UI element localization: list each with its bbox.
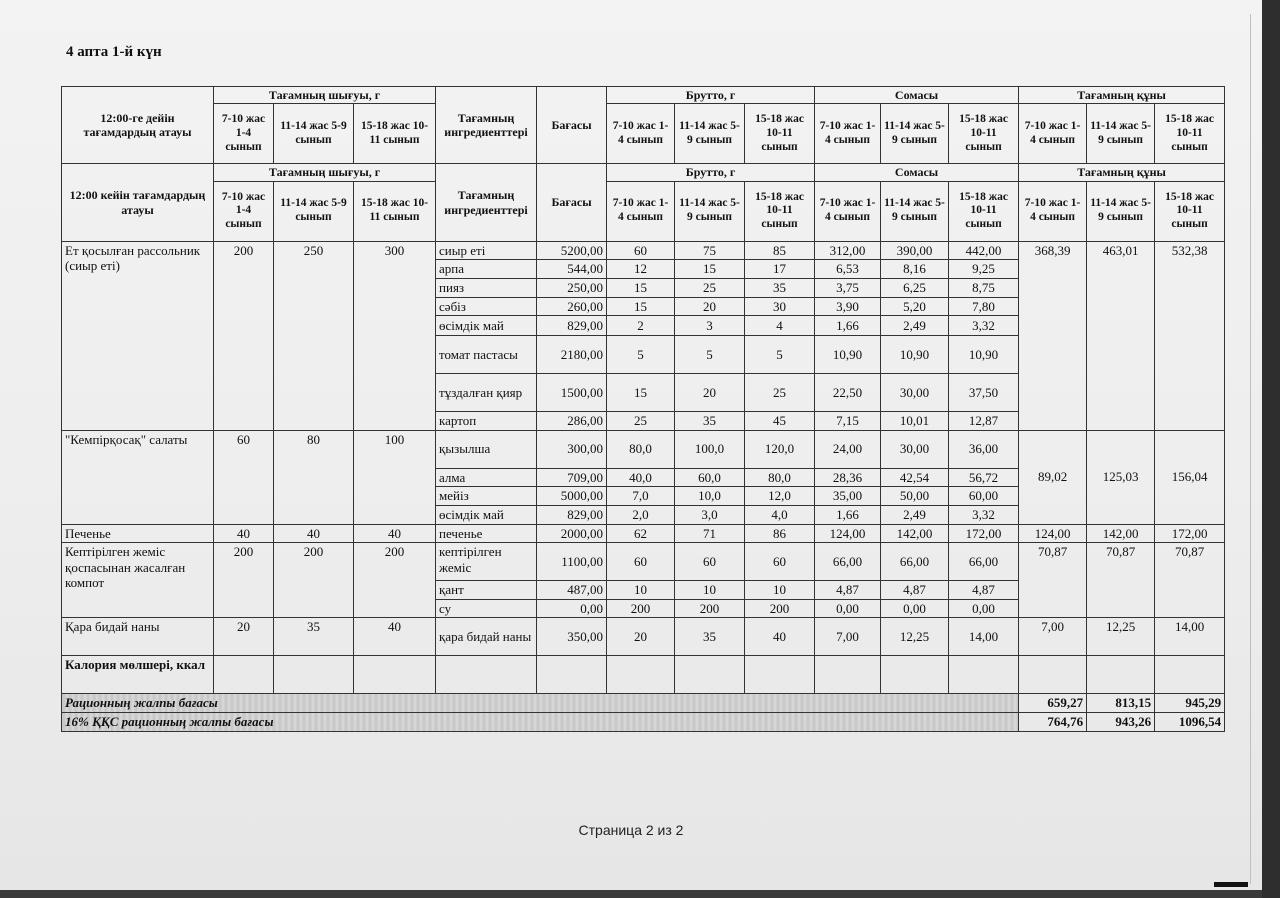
- sum-value: 442,00: [949, 241, 1019, 260]
- age-header: 11-14 жас 5-9 сынып: [274, 104, 354, 164]
- brutto-value: 40,0: [607, 468, 675, 487]
- total-label: Рационның жалпы бағасы: [62, 694, 1019, 713]
- empty-cell: [1155, 656, 1225, 694]
- sum-value: 56,72: [949, 468, 1019, 487]
- sum-value: 3,75: [815, 278, 881, 297]
- empty-cell: [274, 656, 354, 694]
- age-header: 15-18 жас 10-11 сынып: [354, 104, 436, 164]
- age-header: 15-18 жас 10-11 сынып: [354, 181, 436, 241]
- dish-cost: 7,00: [1019, 618, 1087, 656]
- brutto-value: 60: [745, 543, 815, 581]
- brutto-value: 86: [745, 524, 815, 543]
- header-dish-before: 12:00-ге дейін тағамдардың атауы: [62, 87, 214, 164]
- brutto-value: 71: [675, 524, 745, 543]
- total-value: 945,29: [1155, 694, 1225, 713]
- brutto-value: 3: [675, 316, 745, 336]
- empty-cell: [1019, 656, 1087, 694]
- header-sum: Сомасы: [815, 164, 1019, 181]
- dish-cost: 156,04: [1155, 430, 1225, 524]
- ingredient-price: 829,00: [537, 505, 607, 524]
- sum-value: 10,90: [949, 336, 1019, 374]
- total-value: 764,76: [1019, 712, 1087, 731]
- sum-value: 14,00: [949, 618, 1019, 656]
- dish-output: 40: [354, 618, 436, 656]
- menu-table-body: [62, 87, 1225, 732]
- sum-value: 8,75: [949, 278, 1019, 297]
- header-price: Бағасы: [537, 87, 607, 164]
- dish-output: 300: [354, 241, 436, 430]
- empty-cell: [537, 656, 607, 694]
- age-header: 11-14 жас 5-9 сынып: [1087, 104, 1155, 164]
- brutto-value: 25: [675, 278, 745, 297]
- header-dish-price: Тағамның құны: [1019, 87, 1225, 104]
- ingredient-name: су: [436, 599, 537, 618]
- table-row: [62, 618, 1225, 656]
- age-header: 11-14 жас 5-9 сынып: [675, 104, 745, 164]
- table-row: [62, 241, 1225, 260]
- total-label: 16% ҚҚС рационның жалпы бағасы: [62, 712, 1019, 731]
- brutto-value: 60: [607, 543, 675, 581]
- header-sum: Сомасы: [815, 87, 1019, 104]
- dish-output: 100: [354, 430, 436, 524]
- sum-value: 124,00: [815, 524, 881, 543]
- brutto-value: 40: [745, 618, 815, 656]
- sum-value: 50,00: [881, 487, 949, 506]
- calorie-label: Калория мөлшері, ккал: [62, 656, 214, 694]
- sum-value: 3,90: [815, 297, 881, 316]
- header-dish-price: Тағамның құны: [1019, 164, 1225, 181]
- brutto-value: 80,0: [607, 430, 675, 468]
- dish-name: Ет қосылған рассольник (сиыр еті): [62, 241, 214, 430]
- brutto-value: 15: [607, 297, 675, 316]
- ingredient-price: 5000,00: [537, 487, 607, 506]
- brutto-value: 5: [675, 336, 745, 374]
- dish-output: 40: [354, 524, 436, 543]
- age-header: 7-10 жас 1-4 сынып: [214, 181, 274, 241]
- empty-cell: [675, 656, 745, 694]
- sum-value: 37,50: [949, 374, 1019, 412]
- brutto-value: 200: [675, 599, 745, 618]
- brutto-value: 25: [745, 374, 815, 412]
- brutto-value: 10: [607, 581, 675, 600]
- brutto-value: 85: [745, 241, 815, 260]
- sum-value: 7,15: [815, 412, 881, 431]
- ingredient-price: 487,00: [537, 581, 607, 600]
- empty-cell: [815, 656, 881, 694]
- sum-value: 66,00: [815, 543, 881, 581]
- sum-value: 2,49: [881, 316, 949, 336]
- sum-value: 10,90: [881, 336, 949, 374]
- sum-value: 7,80: [949, 297, 1019, 316]
- total-value: 943,26: [1087, 712, 1155, 731]
- age-header: 7-10 жас 1-4 сынып: [815, 104, 881, 164]
- dish-output: 200: [274, 543, 354, 618]
- ingredient-name: қара бидай наны: [436, 618, 537, 656]
- ingredient-price: 350,00: [537, 618, 607, 656]
- header-brutto: Брутто, г: [607, 87, 815, 104]
- dish-cost: 70,87: [1155, 543, 1225, 618]
- ingredient-price: 260,00: [537, 297, 607, 316]
- sum-value: 172,00: [949, 524, 1019, 543]
- brutto-value: 5: [745, 336, 815, 374]
- dish-output: 20: [214, 618, 274, 656]
- ingredient-price: 5200,00: [537, 241, 607, 260]
- header-row-4: [62, 181, 1225, 241]
- total-row: [62, 694, 1225, 713]
- age-header: 11-14 жас 5-9 сынып: [881, 181, 949, 241]
- ingredient-name: картоп: [436, 412, 537, 431]
- page-title: 4 апта 1-й күн: [66, 44, 162, 60]
- header-output: Тағамның шығуы, г: [214, 87, 436, 104]
- ingredient-price: 2180,00: [537, 336, 607, 374]
- table-row: [62, 430, 1225, 468]
- dish-cost: 532,38: [1155, 241, 1225, 430]
- age-header: 15-18 жас 10-11 сынып: [949, 104, 1019, 164]
- empty-cell: [745, 656, 815, 694]
- age-header: 15-18 жас 10-11 сынып: [1155, 104, 1225, 164]
- age-header: 7-10 жас 1-4 сынып: [1019, 104, 1087, 164]
- ingredient-price: 250,00: [537, 278, 607, 297]
- dish-cost: 125,03: [1087, 430, 1155, 524]
- sum-value: 66,00: [949, 543, 1019, 581]
- brutto-value: 25: [607, 412, 675, 431]
- dish-cost: 368,39: [1019, 241, 1087, 430]
- ingredient-name: алма: [436, 468, 537, 487]
- sum-value: 36,00: [949, 430, 1019, 468]
- sum-value: 2,49: [881, 505, 949, 524]
- sum-value: 0,00: [949, 599, 1019, 618]
- page-footer: Страница 2 из 2: [578, 822, 684, 838]
- table-row: [62, 543, 1225, 581]
- ingredient-price: 0,00: [537, 599, 607, 618]
- ingredient-name: қызылша: [436, 430, 537, 468]
- dish-cost: 12,25: [1087, 618, 1155, 656]
- dish-name: Печенье: [62, 524, 214, 543]
- total-value: 813,15: [1087, 694, 1155, 713]
- dish-output: 40: [214, 524, 274, 543]
- brutto-value: 10: [675, 581, 745, 600]
- brutto-value: 15: [675, 260, 745, 279]
- age-header: 11-14 жас 5-9 сынып: [675, 181, 745, 241]
- dish-cost: 142,00: [1087, 524, 1155, 543]
- dish-cost: 463,01: [1087, 241, 1155, 430]
- total-value: 1096,54: [1155, 712, 1225, 731]
- brutto-value: 60: [675, 543, 745, 581]
- sum-value: 10,90: [815, 336, 881, 374]
- dish-output: 60: [214, 430, 274, 524]
- age-header: 11-14 жас 5-9 сынып: [274, 181, 354, 241]
- ingredient-price: 829,00: [537, 316, 607, 336]
- sum-value: 3,32: [949, 316, 1019, 336]
- header-ingredients: Тағамның ингредиенттері: [436, 87, 537, 164]
- header-dish-after: 12:00 кейін тағамдардың атауы: [62, 164, 214, 241]
- sum-value: 5,20: [881, 297, 949, 316]
- total-row: [62, 712, 1225, 731]
- header-ingredients: Тағамның ингредиенттері: [436, 164, 537, 241]
- sum-value: 0,00: [815, 599, 881, 618]
- calorie-row: [62, 656, 1225, 694]
- header-row-1: [62, 87, 1225, 104]
- ingredient-price: 300,00: [537, 430, 607, 468]
- sum-value: 22,50: [815, 374, 881, 412]
- brutto-value: 20: [675, 297, 745, 316]
- sum-value: 4,87: [949, 581, 1019, 600]
- brutto-value: 20: [607, 618, 675, 656]
- ingredient-name: печенье: [436, 524, 537, 543]
- page-edge-line: [1250, 14, 1251, 884]
- brutto-value: 30: [745, 297, 815, 316]
- brutto-value: 12,0: [745, 487, 815, 506]
- age-header: 11-14 жас 5-9 сынып: [881, 104, 949, 164]
- brutto-value: 7,0: [607, 487, 675, 506]
- dish-output: 250: [274, 241, 354, 430]
- dish-output: 200: [214, 241, 274, 430]
- sum-value: 1,66: [815, 505, 881, 524]
- sum-value: 66,00: [881, 543, 949, 581]
- header-row-3: [62, 164, 1225, 181]
- sum-value: 312,00: [815, 241, 881, 260]
- dish-output: 200: [214, 543, 274, 618]
- dish-output: 40: [274, 524, 354, 543]
- ingredient-name: томат пастасы: [436, 336, 537, 374]
- brutto-value: 4,0: [745, 505, 815, 524]
- brutto-value: 15: [607, 374, 675, 412]
- empty-cell: [607, 656, 675, 694]
- ingredient-name: арпа: [436, 260, 537, 279]
- header-price: Бағасы: [537, 164, 607, 241]
- empty-cell: [881, 656, 949, 694]
- brutto-value: 5: [607, 336, 675, 374]
- sum-value: 9,25: [949, 260, 1019, 279]
- sum-value: 30,00: [881, 430, 949, 468]
- sum-value: 1,66: [815, 316, 881, 336]
- sum-value: 6,53: [815, 260, 881, 279]
- header-row-2: [62, 104, 1225, 164]
- header-brutto: Брутто, г: [607, 164, 815, 181]
- brutto-value: 35: [675, 412, 745, 431]
- sum-value: 142,00: [881, 524, 949, 543]
- brutto-value: 200: [745, 599, 815, 618]
- dish-name: Қара бидай наны: [62, 618, 214, 656]
- sum-value: 6,25: [881, 278, 949, 297]
- empty-cell: [436, 656, 537, 694]
- age-header: 7-10 жас 1-4 сынып: [214, 104, 274, 164]
- ingredient-name: мейіз: [436, 487, 537, 506]
- dish-name: Кептірілген жеміс қоспасынан жасалған компот: [62, 543, 214, 618]
- age-header: 15-18 жас 10-11 сынып: [1155, 181, 1225, 241]
- ingredient-name: кептірілген жеміс: [436, 543, 537, 581]
- empty-cell: [214, 656, 274, 694]
- brutto-value: 35: [675, 618, 745, 656]
- ingredient-price: 544,00: [537, 260, 607, 279]
- brutto-value: 200: [607, 599, 675, 618]
- brutto-value: 15: [607, 278, 675, 297]
- dish-output: 200: [354, 543, 436, 618]
- scan-border: [1262, 0, 1280, 898]
- age-header: 7-10 жас 1-4 сынып: [815, 181, 881, 241]
- brutto-value: 45: [745, 412, 815, 431]
- sum-value: 42,54: [881, 468, 949, 487]
- ingredient-name: өсімдік май: [436, 316, 537, 336]
- brutto-value: 60,0: [675, 468, 745, 487]
- ingredient-name: тұздалған қияр: [436, 374, 537, 412]
- sum-value: 35,00: [815, 487, 881, 506]
- ingredient-price: 1100,00: [537, 543, 607, 581]
- brutto-value: 35: [745, 278, 815, 297]
- brutto-value: 120,0: [745, 430, 815, 468]
- sum-value: 0,00: [881, 599, 949, 618]
- brutto-value: 62: [607, 524, 675, 543]
- dish-cost: 124,00: [1019, 524, 1087, 543]
- brutto-value: 80,0: [745, 468, 815, 487]
- sum-value: 24,00: [815, 430, 881, 468]
- scan-mark: [1214, 882, 1248, 887]
- ingredient-price: 709,00: [537, 468, 607, 487]
- age-header: 11-14 жас 5-9 сынып: [1087, 181, 1155, 241]
- brutto-value: 75: [675, 241, 745, 260]
- sum-value: 12,25: [881, 618, 949, 656]
- ingredient-name: сиыр еті: [436, 241, 537, 260]
- sum-value: 60,00: [949, 487, 1019, 506]
- ingredient-name: қант: [436, 581, 537, 600]
- age-header: 7-10 жас 1-4 сынып: [1019, 181, 1087, 241]
- age-header: 7-10 жас 1-4 сынып: [607, 181, 675, 241]
- dish-cost: 172,00: [1155, 524, 1225, 543]
- brutto-value: 4: [745, 316, 815, 336]
- age-header: 15-18 жас 10-11 сынып: [745, 181, 815, 241]
- brutto-value: 60: [607, 241, 675, 260]
- dish-cost: 89,02: [1019, 430, 1087, 524]
- ingredient-name: сәбіз: [436, 297, 537, 316]
- brutto-value: 20: [675, 374, 745, 412]
- sum-value: 4,87: [815, 581, 881, 600]
- sum-value: 8,16: [881, 260, 949, 279]
- sum-value: 390,00: [881, 241, 949, 260]
- ingredient-name: өсімдік май: [436, 505, 537, 524]
- dish-cost: 70,87: [1087, 543, 1155, 618]
- brutto-value: 2: [607, 316, 675, 336]
- empty-cell: [354, 656, 436, 694]
- dish-name: "Кемпірқосақ" салаты: [62, 430, 214, 524]
- sum-value: 7,00: [815, 618, 881, 656]
- dish-cost: 70,87: [1019, 543, 1087, 618]
- brutto-value: 10: [745, 581, 815, 600]
- brutto-value: 10,0: [675, 487, 745, 506]
- empty-cell: [1087, 656, 1155, 694]
- sum-value: 28,36: [815, 468, 881, 487]
- total-value: 659,27: [1019, 694, 1087, 713]
- brutto-value: 12: [607, 260, 675, 279]
- dish-cost: 14,00: [1155, 618, 1225, 656]
- dish-output: 35: [274, 618, 354, 656]
- brutto-value: 100,0: [675, 430, 745, 468]
- sum-value: 4,87: [881, 581, 949, 600]
- brutto-value: 2,0: [607, 505, 675, 524]
- table-row: [62, 524, 1225, 543]
- menu-table: [61, 86, 1225, 732]
- sum-value: 30,00: [881, 374, 949, 412]
- ingredient-price: 2000,00: [537, 524, 607, 543]
- sum-value: 3,32: [949, 505, 1019, 524]
- header-output: Тағамның шығуы, г: [214, 164, 436, 181]
- age-header: 15-18 жас 10-11 сынып: [745, 104, 815, 164]
- sum-value: 10,01: [881, 412, 949, 431]
- ingredient-price: 286,00: [537, 412, 607, 431]
- brutto-value: 3,0: [675, 505, 745, 524]
- dish-output: 80: [274, 430, 354, 524]
- empty-cell: [949, 656, 1019, 694]
- age-header: 7-10 жас 1-4 сынып: [607, 104, 675, 164]
- ingredient-name: пияз: [436, 278, 537, 297]
- sum-value: 12,87: [949, 412, 1019, 431]
- ingredient-price: 1500,00: [537, 374, 607, 412]
- brutto-value: 17: [745, 260, 815, 279]
- age-header: 15-18 жас 10-11 сынып: [949, 181, 1019, 241]
